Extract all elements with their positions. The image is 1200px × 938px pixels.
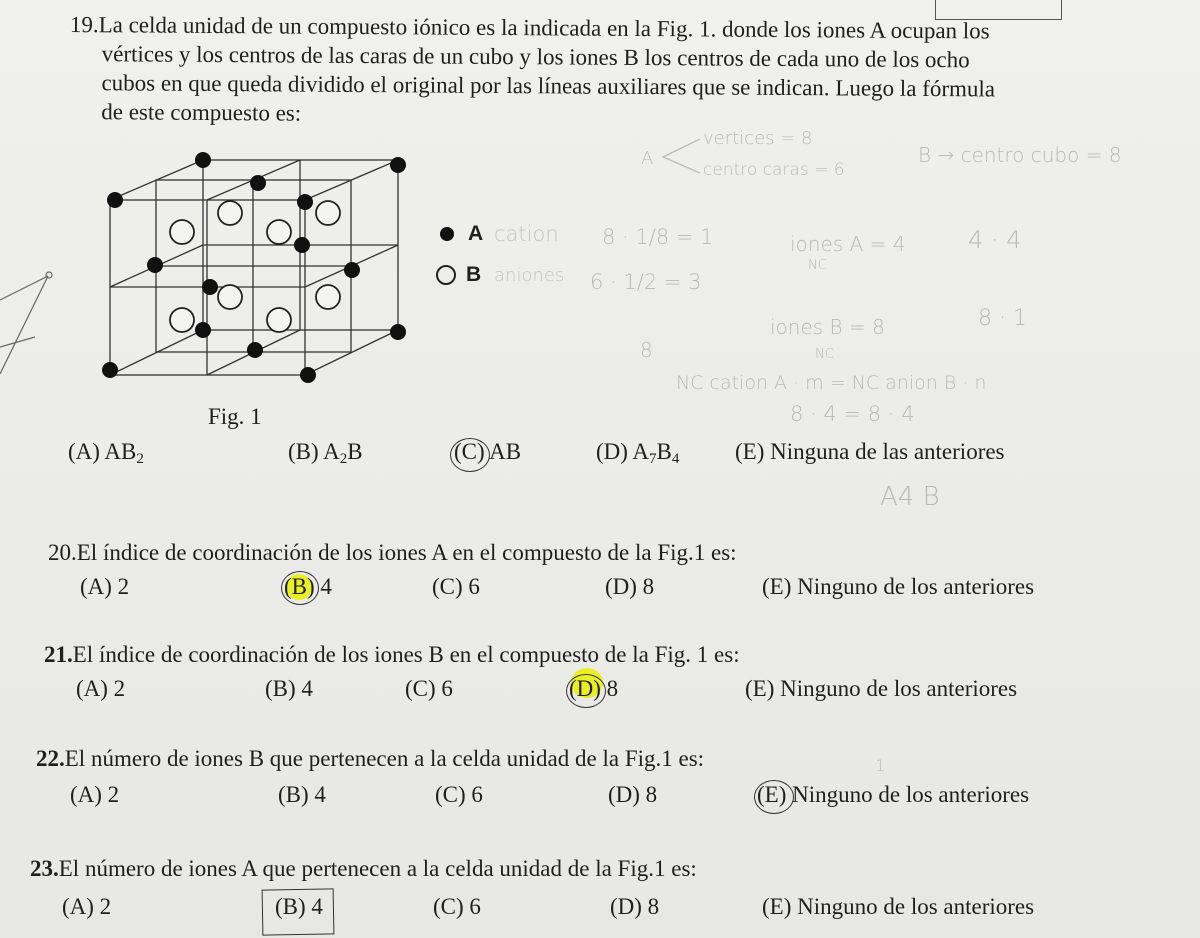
q19-option-d[interactable] xyxy=(596,439,679,468)
legend-a xyxy=(440,222,483,246)
hw-cation: cation xyxy=(494,222,559,246)
q23-option-a[interactable]: (A) 2 xyxy=(62,894,112,919)
q20-option-c[interactable]: (C) 6 xyxy=(432,574,480,599)
q21-text: El índice de coordinación de los iones B en el compuesto de la Fig. 1 es: xyxy=(72,642,740,667)
fig-caption: Fig. 1 xyxy=(208,404,262,429)
q21-number: 21. xyxy=(44,642,73,667)
q23-option-e[interactable]: (E) Ninguno de los anteriores xyxy=(762,894,1035,919)
hw-a4b: A4 B xyxy=(880,482,940,512)
unit-cell-figure xyxy=(90,145,430,395)
hw-nc1: NC xyxy=(808,258,827,273)
q22-option-a[interactable]: (A) 2 xyxy=(70,782,120,807)
q22-option-d[interactable]: (D) 8 xyxy=(608,782,658,807)
q20-option-e[interactable]: (E) Ninguno de los anteriores xyxy=(762,574,1035,599)
q19-option-d-mid: B xyxy=(656,439,672,464)
q20-option-b[interactable]: (B) 4 xyxy=(284,574,332,599)
hw-vertices: vertices = 8 xyxy=(703,128,813,149)
hw-anions: aniones xyxy=(494,265,565,286)
hw-a-label: A xyxy=(641,148,654,169)
q22-text: El número de iones B que pertenecen a la celda unidad de la Fig.1 es: xyxy=(64,746,705,771)
q19-line1: La celda unidad de un compuesto iónico es la indicada en la Fig. 1. donde los iones A ocupan los xyxy=(98,12,990,44)
q22-option-e[interactable]: (E) Ninguno de los anteriores xyxy=(757,782,1030,807)
hw-calc2: 6 · 1/2 = 3 xyxy=(590,270,702,294)
q21-option-a[interactable]: (A) 2 xyxy=(76,676,126,701)
hw-iones-a: iones A = 4 xyxy=(790,232,906,256)
q19-option-c[interactable]: (C) AB xyxy=(454,439,522,464)
q19-option-d-sub1: 7 xyxy=(649,451,657,467)
legend-a-label: A xyxy=(468,222,484,245)
open-circle-icon xyxy=(436,265,456,285)
q19-line2: vértices y los centros de las caras de un cubo y los iones B los centros de cada uno de los ocho xyxy=(101,41,970,73)
hw-iones-b: iones B = 8 xyxy=(770,315,885,339)
q23-stem xyxy=(30,856,697,882)
q19-option-b-tail: B xyxy=(347,439,363,464)
hw-centro-caras: centro caras = 6 xyxy=(703,160,845,180)
q22-option-c[interactable]: (C) 6 xyxy=(435,782,483,807)
q20-text: El índice de coordinación de los iones A en el compuesto de la Fig.1 es: xyxy=(76,540,737,565)
q23-text: El número de iones A que pertenecen a la celda unidad de la Fig.1 es: xyxy=(58,856,697,881)
legend-b xyxy=(436,263,481,287)
q22-number: 22. xyxy=(36,746,65,771)
q23-option-d[interactable]: (D) 8 xyxy=(610,894,660,919)
hw-calc1: 8 · 1/8 = 1 xyxy=(602,225,714,249)
hw-eight: 8 xyxy=(640,338,653,362)
hw-nc2: NC xyxy=(815,347,834,362)
q21-option-c[interactable]: (C) 6 xyxy=(405,676,453,701)
hw-eight-four: 8 · 4 = 8 · 4 xyxy=(790,402,915,426)
q19-line3: cubos en que queda dividido el original por las líneas auxiliares que se indican. Luego la fórmula xyxy=(101,70,996,102)
q19-option-e[interactable]: (E) Ninguna de las anteriores xyxy=(735,439,1005,464)
hw-one: 1 xyxy=(875,756,886,775)
q21-stem xyxy=(44,642,740,668)
legend-b-label: B xyxy=(466,263,482,286)
q20-option-d[interactable]: (D) 8 xyxy=(605,574,655,599)
hw-nc-formula: NC cation A · m = NC anion B · n xyxy=(676,372,987,394)
q20-number: 20. xyxy=(48,540,77,565)
q19-option-a-sub: 2 xyxy=(136,451,144,467)
q19-option-b-sub: 2 xyxy=(339,451,348,467)
hw-brace xyxy=(655,135,705,175)
q21-option-b[interactable]: (B) 4 xyxy=(265,676,313,701)
hw-eight-dot-one: 8 · 1 xyxy=(978,306,1027,331)
hw-b-centro: B → centro cubo = 8 xyxy=(918,143,1122,167)
q23-number: 23. xyxy=(30,856,59,881)
q23-option-b[interactable]: (B) 4 xyxy=(275,894,323,919)
q19-option-d-sub2: 4 xyxy=(671,451,680,467)
hw-four-dot-four: 4 · 4 xyxy=(968,226,1022,254)
q22-option-b[interactable]: (B) 4 xyxy=(278,782,326,807)
q20-stem xyxy=(48,540,737,566)
q21-option-d[interactable]: (D) 8 xyxy=(569,676,619,701)
q19-option-a-text: (A) AB xyxy=(68,439,137,464)
q22-stem xyxy=(36,746,704,772)
q19-line4: de este compuesto es: xyxy=(101,99,302,126)
q19-number: 19. xyxy=(69,11,99,38)
q19-stem xyxy=(69,10,1180,134)
margin-sketch xyxy=(0,262,60,382)
filled-dot-icon xyxy=(440,227,454,241)
q19-option-d-text: (D) A xyxy=(596,439,650,464)
q23-option-c[interactable]: (C) 6 xyxy=(433,894,481,919)
q20-option-a[interactable]: (A) 2 xyxy=(80,574,130,599)
q19-option-b-text: (B) A xyxy=(288,439,340,464)
q19-option-b[interactable] xyxy=(288,439,363,468)
q21-option-e[interactable]: (E) Ninguno de los anteriores xyxy=(745,676,1018,701)
q19-option-a[interactable] xyxy=(68,439,144,468)
